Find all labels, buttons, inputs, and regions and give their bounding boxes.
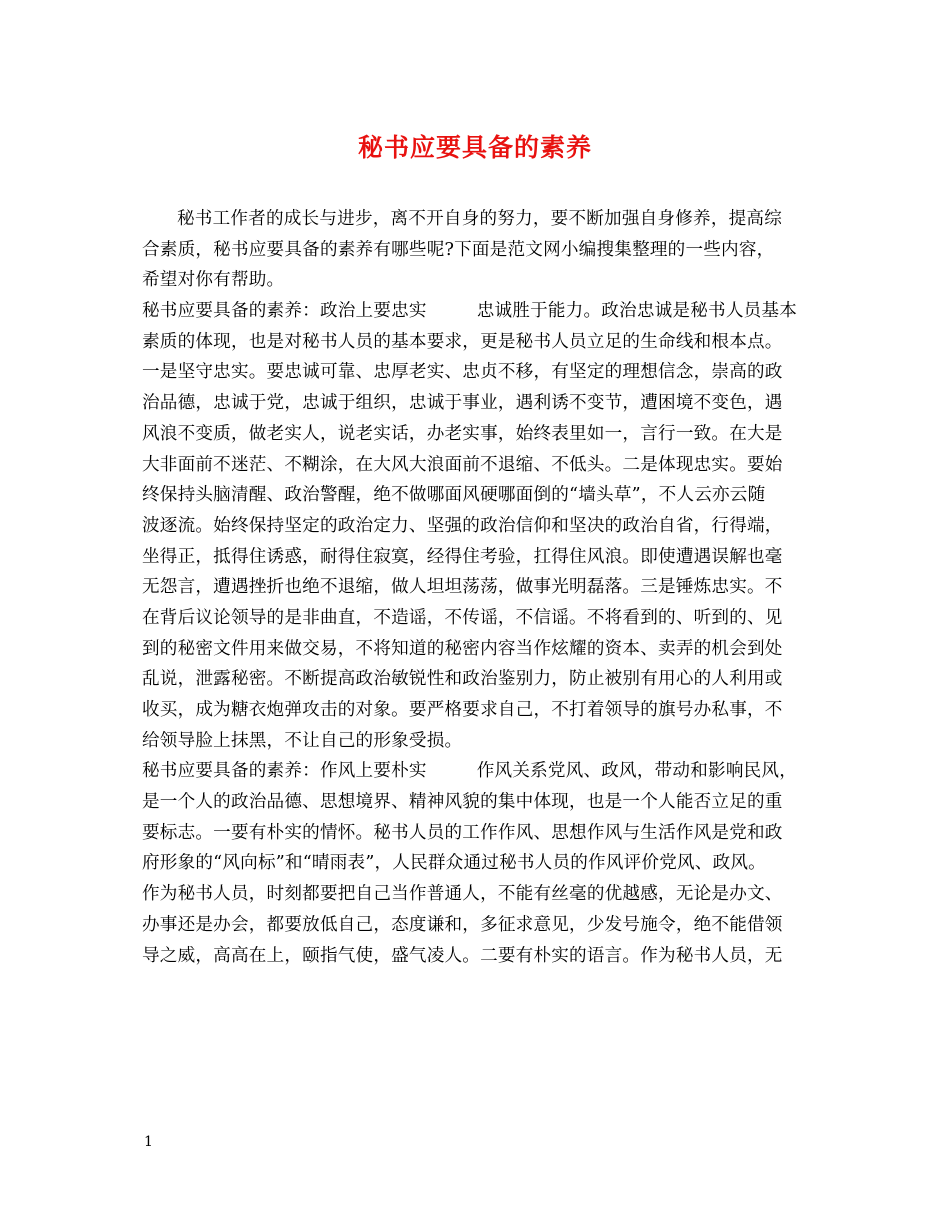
paragraph-line: 办事还是办会，都要放低自己，态度谦和，多征求意见，少发号施令，绝不能借领 <box>142 914 783 935</box>
paragraph-line: 在背后议论领导的是非曲直，不造谣，不传谣，不信谣。不将看到的、听到的、见 <box>142 607 783 628</box>
paragraph-line: 大非面前不迷茫、不糊涂，在大风大浪面前不退缩、不低头。二是体现忠实。要始 <box>142 454 783 475</box>
section-heading-line <box>142 296 842 327</box>
section-lead-text: 作风关系党风、政风，带动和影响民风， <box>476 761 797 782</box>
paragraph-line: 终保持头脑清醒、政治警醒，绝不做哪面风硬哪面倒的“墙头草”，不人云亦云随 <box>142 485 766 506</box>
paragraph-line: 合素质，秘书应要具备的素养有哪些呢?下面是范文网小编搜集整理的一些内容， <box>142 239 775 260</box>
paragraph-line: 作为秘书人员，时刻都要把自己当作普通人，不能有丝毫的优越感，无论是办文、 <box>142 884 783 905</box>
paragraph-line: 一是坚守忠实。要忠诚可靠、忠厚老实、忠贞不移，有坚定的理想信念，崇高的政 <box>142 362 783 383</box>
paragraph-line: 是一个人的政治品德、思想境界、精神风貌的集中体现，也是一个人能否立足的重 <box>142 792 783 813</box>
paragraph-line: 素质的体现，也是对秘书人员的基本要求，更是秘书人员立足的生命线和根本点。 <box>142 331 783 352</box>
paragraph-line: 给领导脸上抹黑，不让自己的形象受损。 <box>142 730 463 751</box>
section-heading-politics: 秘书应要具备的素养：政治上要忠实 <box>142 301 427 322</box>
document-body <box>142 204 842 971</box>
paragraph-line: 希望对你有帮助。 <box>142 270 285 291</box>
paragraph-line: 无怨言，遭遇挫折也绝不退缩，做人坦坦荡荡，做事光明磊落。三是锤炼忠实。不 <box>142 577 783 598</box>
paragraph-line: 治品德，忠诚于党，忠诚于组织，忠诚于事业，遇利诱不变节，遭困境不变色，遇 <box>142 393 783 414</box>
section-heading-style: 秘书应要具备的素养：作风上要朴实 <box>142 761 427 782</box>
page-number: 1 <box>144 1134 153 1150</box>
paragraph-line: 到的秘密文件用来做交易，不将知道的秘密内容当作炫耀的资本、卖弄的机会到处 <box>142 638 783 659</box>
paragraph-line: 乱说，泄露秘密。不断提高政治敏锐性和政治鉴别力，防止被别有用心的人利用或 <box>142 669 783 690</box>
paragraph-line: 要标志。一要有朴实的情怀。秘书人员的工作作风、思想作风与生活作风是党和政 <box>142 822 783 843</box>
paragraph-line: 波逐流。始终保持坚定的政治定力、坚强的政治信仰和坚决的政治自省，行得端， <box>142 515 783 536</box>
section-lead-text: 忠诚胜于能力。政治忠诚是秘书人员基本 <box>476 301 797 322</box>
paragraph-line: 风浪不变质，做老实人，说老实话，办老实事，始终表里如一，言行一致。在大是 <box>142 423 783 444</box>
document-title: 秘书应要具备的素养 <box>357 133 592 162</box>
paragraph-line: 导之威，高高在上，颐指气使，盛气凌人。二要有朴实的语言。作为秘书人员，无 <box>142 945 783 966</box>
paragraph-line: 坐得正，抵得住诱惑，耐得住寂寞，经得住考验，扛得住风浪。即使遭遇误解也毫 <box>142 546 783 567</box>
section-heading-line <box>142 756 842 787</box>
paragraph-line: 秘书工作者的成长与进步，离不开自身的努力，要不断加强自身修养，提高综 <box>177 209 782 229</box>
paragraph-line: 收买，成为糖衣炮弹攻击的对象。要严格要求自己，不打着领导的旗号办私事，不 <box>142 700 783 720</box>
paragraph-line: 府形象的“风向标”和“晴雨表”，人民群众通过秘书人员的作风评价党风、政风。 <box>142 853 766 874</box>
